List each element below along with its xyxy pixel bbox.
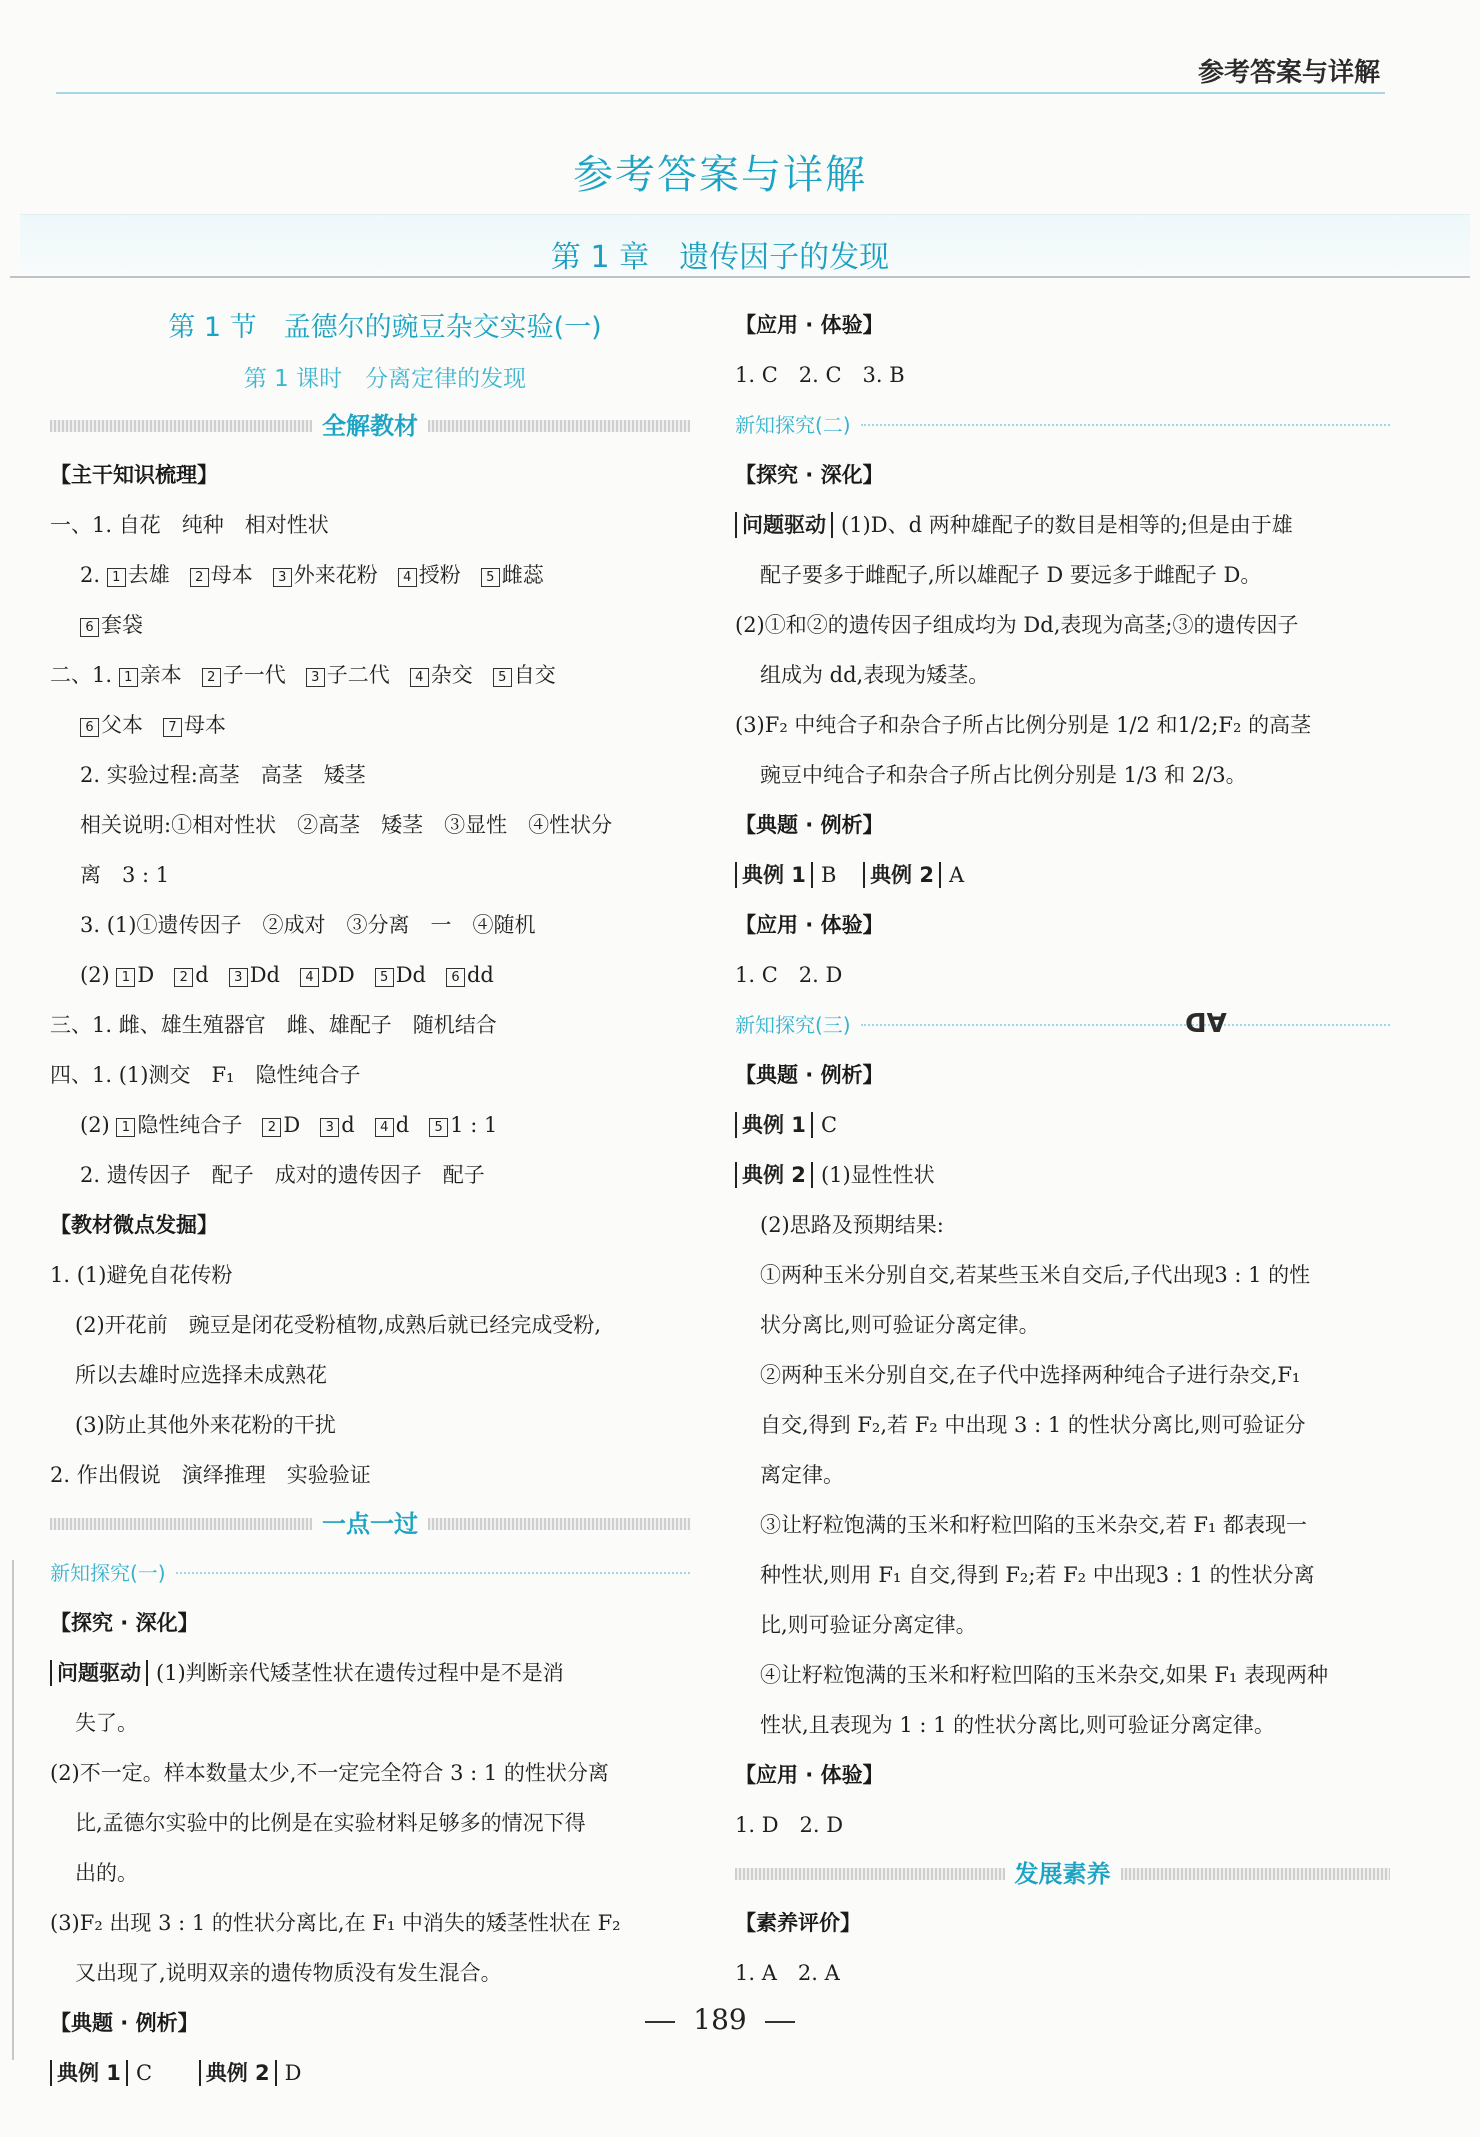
answer-line	[50, 1648, 690, 1698]
number-box: 4	[398, 568, 417, 587]
item-text: dd	[466, 963, 494, 987]
answer-line: 1. C 2. C 3. B	[735, 363, 905, 387]
answer-text: C	[820, 1113, 838, 1137]
heading-apply: 【应用 · 体验】	[735, 913, 884, 937]
heading-textbook-points: 【教材微点发掘】	[50, 1213, 218, 1237]
answer-line: ④让籽粒饱满的玉米和籽粒凹陷的玉米杂交,如果 F₁ 表现两种	[760, 1663, 1329, 1687]
banner-label: 全解教材	[322, 412, 418, 440]
explore-three-title	[735, 1000, 1390, 1050]
item-text: 去雄	[127, 563, 170, 587]
number-box: 1	[116, 1118, 135, 1137]
item-text: D	[137, 963, 155, 987]
item-text: 亲本	[139, 663, 182, 687]
number-box: 4	[300, 968, 319, 987]
heading-example: 【典题 · 例析】	[50, 2011, 199, 2035]
item-prefix: 2.	[80, 563, 107, 587]
example-tag: 典例 2	[863, 862, 941, 888]
heading-main-knowledge: 【主干知识梳理】	[50, 463, 218, 487]
explore-two-title	[735, 400, 1390, 450]
number-box: 4	[375, 1118, 394, 1137]
answer-line: 比,孟德尔实验中的比例是在实验材料足够多的情况下得	[75, 1811, 586, 1835]
page-number-text: 189	[693, 2003, 747, 2036]
section-title: 第 1 节 孟德尔的豌豆杂交实验(一)	[168, 312, 602, 343]
answer-line: 豌豆中纯合子和杂合子所占比例分别是 1/3 和 2/3。	[760, 763, 1247, 787]
item-text: 授粉	[418, 563, 461, 587]
item-text: Dd	[249, 963, 280, 987]
banner-label: 一点一过	[322, 1510, 418, 1538]
header-rule	[56, 92, 1385, 94]
banner-bar	[428, 1518, 690, 1530]
dash-left	[645, 2021, 675, 2023]
explore-label: 新知探究(二)	[735, 413, 851, 437]
answer-line	[735, 1100, 1390, 1150]
item-text: 父本	[101, 713, 143, 737]
number-box: 3	[273, 568, 292, 587]
answer-text: D	[284, 2061, 302, 2085]
answer-line: 自交,得到 F₂,若 F₂ 中出现 3 : 1 的性状分离比,则可验证分	[760, 1413, 1306, 1437]
answer-line: 1. C 2. D	[735, 963, 843, 987]
banner-bar	[50, 1518, 312, 1530]
example-tag: 典例 2	[199, 2060, 277, 2086]
answer-line: 相关说明:①相对性状 ②高茎 矮茎 ③显性 ④性状分	[80, 813, 613, 837]
answer-line	[735, 850, 1390, 900]
banner-bar	[50, 420, 312, 432]
answer-line: 出的。	[75, 1861, 138, 1885]
item-text: 套袋	[101, 613, 143, 637]
answer-line	[50, 950, 690, 1000]
number-box: 6	[80, 718, 99, 737]
number-box: 6	[446, 968, 465, 987]
explore-label: 新知探究(一)	[50, 1561, 166, 1585]
answer-line: (2)思路及预期结果:	[760, 1213, 944, 1237]
heading-evaluation: 【素养评价】	[735, 1911, 861, 1935]
answer-line: (2)不一定。样本数量太少,不一定完全符合 3 : 1 的性状分离	[50, 1761, 609, 1785]
right-column	[735, 300, 1390, 1998]
number-box: 3	[229, 968, 248, 987]
answer-line: (2)开花前 豌豆是闭花受粉植物,成熟后就已经完成受粉,	[75, 1313, 602, 1337]
item-text: 子一代	[222, 663, 286, 687]
heading-example: 【典题 · 例析】	[735, 1063, 884, 1087]
answer-line: ①两种玉米分别自交,若某些玉米自交后,子代出现3 : 1 的性	[760, 1263, 1311, 1287]
answer-line	[50, 550, 690, 600]
item-text: D	[283, 1113, 301, 1137]
answer-line: 组成为 dd,表现为矮茎。	[760, 663, 990, 687]
item-text: 自交	[513, 663, 556, 687]
banner-development	[735, 1850, 1390, 1898]
item-text: Dd	[395, 963, 426, 987]
answer-line: 2. 实验过程:高茎 高茎 矮茎	[80, 763, 366, 787]
answer-line: 离定律。	[760, 1463, 844, 1487]
item-text: 隐性纯合子	[137, 1113, 243, 1137]
left-column	[50, 300, 690, 2098]
answer-line: 1. A 2. A	[735, 1961, 840, 1985]
answer-text: B	[820, 863, 837, 887]
banner-label: 发展素养	[1014, 1860, 1111, 1888]
example-tag: 典例 2	[735, 1162, 813, 1188]
item-text: 杂交	[430, 663, 473, 687]
answer-text: (1)D、d 两种雄配子的数目是相等的;但是由于雄	[841, 513, 1293, 537]
number-box: 1	[116, 968, 135, 987]
item-text: 子二代	[326, 663, 390, 687]
page-edge	[12, 1560, 14, 2060]
example-tag: 典例 1	[50, 2060, 128, 2086]
banner-full-textbook	[50, 402, 690, 450]
heading-explore: 【探究 · 深化】	[735, 463, 884, 487]
item-prefix: 二、1.	[50, 663, 119, 687]
explore-one-title	[50, 1548, 690, 1598]
answer-line	[735, 500, 1390, 550]
dotted-rule	[861, 424, 1390, 426]
answer-line: 一、1. 自花 纯种 相对性状	[50, 513, 329, 537]
answer-line: 所以去雄时应选择未成熟花	[75, 1363, 327, 1387]
answer-line: 3. (1)①遗传因子 ②成对 ③分离 一 ④随机	[80, 913, 536, 937]
answer-line: 状分离比,则可验证分离定律。	[760, 1313, 1040, 1337]
number-box: 6	[80, 618, 99, 637]
number-box: 2	[262, 1118, 281, 1137]
answer-line: 又出现了,说明双亲的遗传物质没有发生混合。	[75, 1961, 502, 1985]
answer-line: 1. D 2. D	[735, 1813, 844, 1837]
item-text: 外来花粉	[293, 563, 378, 587]
chapter-title: 第 1 章 遗传因子的发现	[550, 240, 890, 275]
number-box: 2	[202, 668, 221, 687]
number-box: 5	[375, 968, 394, 987]
question-tag: 问题驱动	[735, 512, 833, 538]
answer-line: 2. 作出假说 演绎推理 实验验证	[50, 1463, 371, 1487]
item-prefix: (2)	[80, 963, 117, 987]
answer-line	[50, 2048, 690, 2098]
item-text: d	[195, 963, 209, 987]
question-tag: 问题驱动	[50, 1660, 148, 1686]
item-text: 母本	[210, 563, 253, 587]
number-box: 5	[493, 668, 512, 687]
answer-line: 配子要多于雌配子,所以雄配子 D 要远多于雌配子 D。	[760, 563, 1262, 587]
answer-line	[50, 600, 690, 650]
item-prefix: (2)	[80, 1113, 117, 1137]
answer-line: 比,则可验证分离定律。	[760, 1613, 977, 1637]
number-box: 3	[306, 668, 325, 687]
number-box: 5	[481, 568, 500, 587]
number-box: 1	[119, 668, 138, 687]
explore-label: 新知探究(三)	[735, 1013, 851, 1037]
item-text: DD	[321, 963, 355, 987]
item-text: d	[341, 1113, 355, 1137]
number-box: 4	[410, 668, 429, 687]
answer-line	[50, 700, 690, 750]
page-title: 参考答案与详解	[573, 152, 867, 198]
running-head: 参考答案与详解	[1197, 58, 1380, 88]
banner-bar	[735, 1868, 1005, 1880]
answer-line: (3)防止其他外来花粉的干扰	[75, 1413, 336, 1437]
answer-line: (2)①和②的遗传因子组成均为 Dd,表现为高茎;③的遗传因子	[735, 613, 1299, 637]
dash-right	[765, 2021, 795, 2023]
answer-line	[735, 1150, 1390, 1200]
answer-text: (1)显性性状	[820, 1163, 935, 1187]
item-text: 1 : 1	[450, 1113, 498, 1137]
banner-point-by-point	[50, 1500, 690, 1548]
item-text: 雌蕊	[501, 563, 544, 587]
example-tag: 典例 1	[735, 1112, 813, 1138]
item-text: 母本	[184, 713, 226, 737]
answer-line: (3)F₂ 出现 3 : 1 的性状分离比,在 F₁ 中消失的矮茎性状在 F₂	[50, 1911, 621, 1935]
number-box: 1	[107, 568, 126, 587]
answer-text: (1)判断亲代矮茎性状在遗传过程中是不是消	[156, 1661, 564, 1685]
number-box: 3	[320, 1118, 339, 1137]
answer-line: 性状,且表现为 1 : 1 的性状分离比,则可验证分离定律。	[760, 1713, 1275, 1737]
answer-line: 2. 遗传因子 配子 成对的遗传因子 配子	[80, 1163, 485, 1187]
banner-bar	[428, 420, 690, 432]
item-text: d	[395, 1113, 410, 1137]
answer-line: (3)F₂ 中纯合子和杂合子所占比例分别是 1/2 和1/2;F₂ 的高茎	[735, 713, 1312, 737]
banner-bar	[1121, 1868, 1391, 1880]
answer-line: 种性状,则用 F₁ 自交,得到 F₂;若 F₂ 中出现3 : 1 的性状分离	[760, 1563, 1315, 1587]
dotted-rule	[861, 1024, 1390, 1026]
number-box: 2	[190, 568, 209, 587]
heading-explore: 【探究 · 深化】	[50, 1611, 199, 1635]
dotted-rule	[176, 1572, 690, 1574]
heading-example: 【典题 · 例析】	[735, 813, 884, 837]
answer-line: ③让籽粒饱满的玉米和籽粒凹陷的玉米杂交,若 F₁ 都表现一	[760, 1513, 1308, 1537]
answer-line: 失了。	[75, 1711, 138, 1735]
page-number	[0, 2003, 1440, 2036]
answer-line: 四、1. (1)测交 F₁ 隐性纯合子	[50, 1063, 361, 1087]
upside-down-mark: AD	[1185, 1006, 1227, 1036]
answer-text: C	[135, 2061, 153, 2085]
number-box: 5	[429, 1118, 448, 1137]
answer-line	[50, 1100, 690, 1150]
answer-text: A	[949, 863, 965, 887]
number-box: 7	[163, 718, 182, 737]
heading-apply: 【应用 · 体验】	[735, 1763, 884, 1787]
chapter-rule	[10, 276, 1470, 278]
answer-line: 三、1. 雌、雄生殖器官 雌、雄配子 随机结合	[50, 1013, 497, 1037]
lesson-title: 第 1 课时 分离定律的发现	[243, 366, 527, 392]
answer-line: ②两种玉米分别自交,在子代中选择两种纯合子进行杂交,F₁	[760, 1363, 1301, 1387]
heading-apply: 【应用 · 体验】	[735, 313, 884, 337]
answer-line: 离 3 : 1	[80, 863, 170, 887]
answer-line: 1. (1)避免自花传粉	[50, 1263, 233, 1287]
number-box: 2	[174, 968, 193, 987]
example-tag: 典例 1	[735, 862, 813, 888]
answer-line	[50, 650, 690, 700]
